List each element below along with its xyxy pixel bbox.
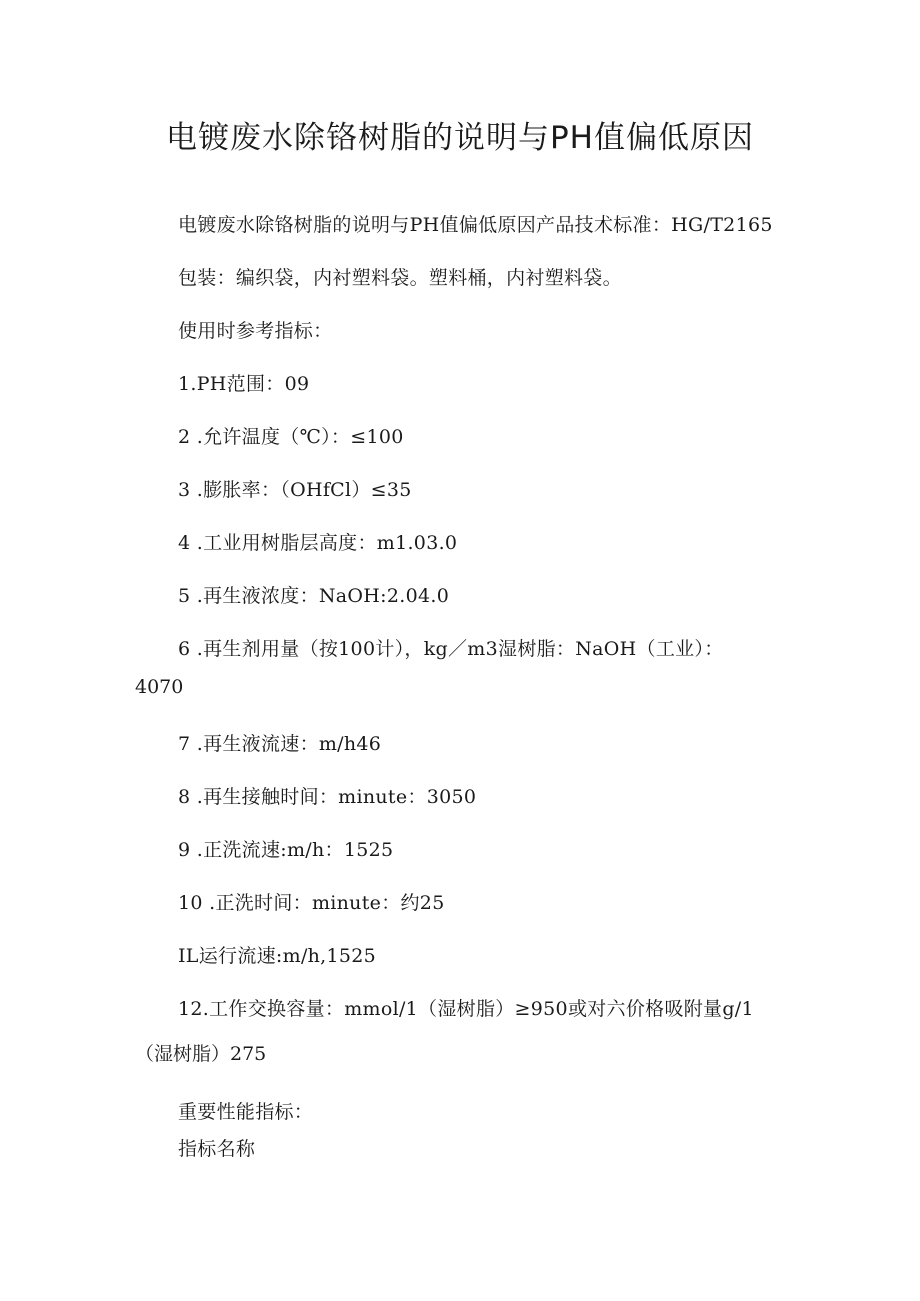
list-item: 10 .正洗时间：minute：约25 — [178, 892, 445, 914]
list-item-continuation: （湿树脂）275 — [135, 1043, 267, 1065]
list-item: 7 .再生液流速：m/h46 — [178, 733, 382, 755]
list-item: 5 .再生液浓度：NaOH:2.04.0 — [178, 585, 450, 607]
document-title: 电镀废水除铬树脂的说明与PH值偏低原因 — [165, 120, 754, 156]
list-item: 1.PH范围：09 — [178, 373, 310, 395]
list-item: 12.工作交换容量：mmol/1（湿树脂）≥950或对六价格吸附量g/1 — [178, 998, 754, 1020]
index-name-label: 指标名称 — [178, 1138, 256, 1160]
list-item: 8 .再生接触时间：minute：3050 — [178, 786, 477, 808]
list-item: IL运行流速:m/h,1525 — [178, 945, 377, 967]
packaging-line: 包装：编织袋，内衬塑料袋。塑料桶，内衬塑料袋。 — [178, 267, 622, 289]
list-item-continuation: 4070 — [135, 676, 184, 698]
list-item: 3 .膨胀率：（OHfCl）≤35 — [178, 479, 412, 501]
list-item: 2 .允许温度（℃）：≤100 — [178, 426, 404, 448]
list-item: 6 .再生剂用量（按100计），kg／m3湿树脂：NaOH（工业）： — [178, 638, 724, 660]
list-item: 9 .正洗流速:m/h：1525 — [178, 839, 394, 861]
reference-heading: 使用时参考指标： — [178, 320, 333, 342]
list-item: 4 .工业用树脂层高度：m1.03.0 — [178, 532, 458, 554]
intro-paragraph: 电镀废水除铬树脂的说明与PH值偏低原因产品技术标准：HG/T2165 — [178, 214, 773, 236]
performance-heading: 重要性能指标： — [178, 1101, 314, 1123]
